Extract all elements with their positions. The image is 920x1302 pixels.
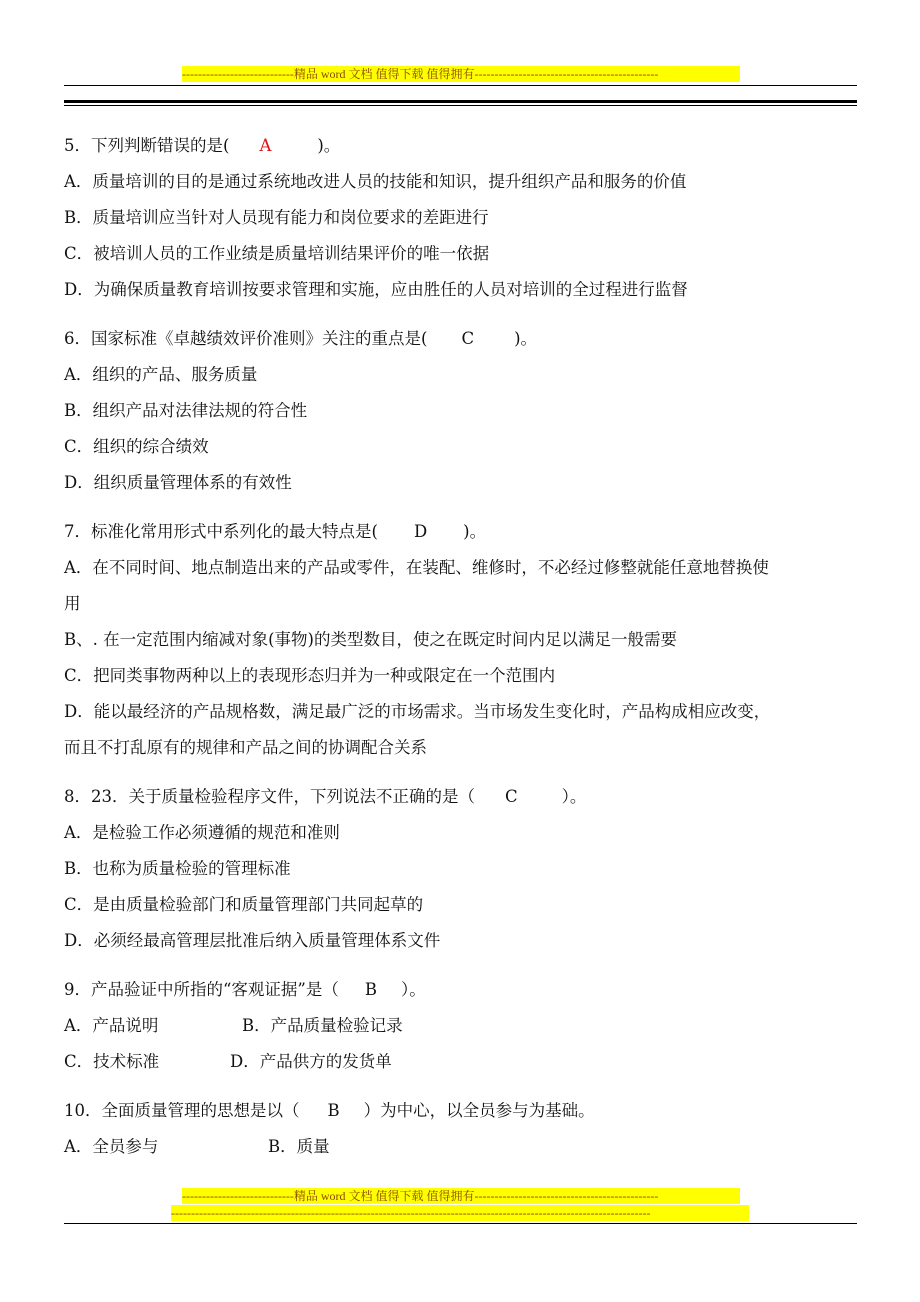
header-double-rule-thin — [64, 105, 857, 106]
option: B．产品质量检验记录 — [242, 1016, 403, 1035]
question-stem: 9．产品验证中所指的“客观证据”是（ B ）。 — [64, 980, 426, 999]
option: D．必须经最高管理层批准后纳入质量管理体系文件 — [64, 931, 441, 950]
option: B．也称为质量检验的管理标准 — [64, 859, 291, 878]
option: B、. 在一定范围内缩减对象(事物)的类型数目，使之在既定时间内足以满足一般需要 — [64, 630, 677, 649]
option-continued: 用 — [64, 594, 81, 613]
option: A．在不同时间、地点制造出来的产品或零件，在装配、维修时，不必经过修整就能任意地替换使 — [64, 558, 769, 577]
option: C．组织的综合绩效 — [64, 437, 209, 456]
option: A．质量培训的目的是通过系统地改进人员的技能和知识，提升组织产品和服务的价值 — [64, 172, 687, 191]
question-stem: 7．标准化常用形式中系列化的最大特点是( D )。 — [64, 522, 487, 541]
option: B．组织产品对法律法规的符合性 — [64, 401, 308, 420]
question-stem: 8．23．关于质量检验程序文件，下列说法不正确的是（ C ）。 — [64, 787, 587, 806]
footer-rule — [64, 1223, 857, 1224]
footer-dashes: ------------------------------------------------------------------------------------------------------------------------ — [171, 1205, 749, 1221]
answer-letter: B — [364, 980, 378, 999]
question-stem: 5．下列判断错误的是( A )。 — [64, 136, 341, 155]
option: B．质量 — [268, 1137, 330, 1156]
option: D．产品供方的发货单 — [230, 1052, 392, 1071]
option-row — [64, 1008, 857, 1044]
option: C．被培训人员的工作业绩是质量培训结果评价的唯一依据 — [64, 244, 490, 263]
question-stem: 6．国家标准《卓越绩效评价准则》关注的重点是( C )。 — [64, 329, 537, 348]
answer-letter: D — [413, 522, 428, 541]
header-double-rule — [64, 100, 857, 103]
answer-letter: B — [327, 1101, 340, 1120]
option-continued: 而且不打乱原有的规律和产品之间的协调配合关系 — [64, 738, 427, 757]
option: C．把同类事物两种以上的表现形态归并为一种或限定在一个范围内 — [64, 666, 556, 685]
option: A．产品说明 — [64, 1016, 159, 1035]
question-stem: 10．全面质量管理的思想是以（ B ）为中心，以全员参与为基础。 — [64, 1101, 595, 1120]
answer-letter: C — [461, 329, 475, 348]
option: A．全员参与 — [64, 1137, 159, 1156]
answer-letter: C — [505, 787, 518, 806]
option: D．能以最经济的产品规格数，满足最广泛的市场需求。当市场发生变化时，产品构成相应改变， — [64, 702, 771, 721]
option: A．组织的产品、服务质量 — [64, 365, 258, 384]
header-rule — [64, 85, 857, 86]
option-row — [64, 1044, 857, 1080]
option-row — [64, 1129, 857, 1165]
option: B．质量培训应当针对人员现有能力和岗位要求的差距进行 — [64, 208, 489, 227]
option: D．组织质量管理体系的有效性 — [64, 473, 292, 492]
footer-banner: ----------------------------精品 word 文档 值得下载 值得拥有---------------------------------------------- — [182, 1188, 740, 1204]
option: A．是检验工作必须遵循的规范和准则 — [64, 823, 340, 842]
option: C．技术标准 — [64, 1052, 160, 1071]
answer-letter: A — [259, 136, 272, 155]
option: D．为确保质量教育培训按要求管理和实施，应由胜任的人员对培训的全过程进行监督 — [64, 280, 688, 299]
question-list — [64, 128, 857, 1165]
header-banner: ----------------------------精品 word 文档 值得下载 值得拥有---------------------------------------------- — [182, 66, 740, 82]
option: C．是由质量检验部门和质量管理部门共同起草的 — [64, 895, 424, 914]
